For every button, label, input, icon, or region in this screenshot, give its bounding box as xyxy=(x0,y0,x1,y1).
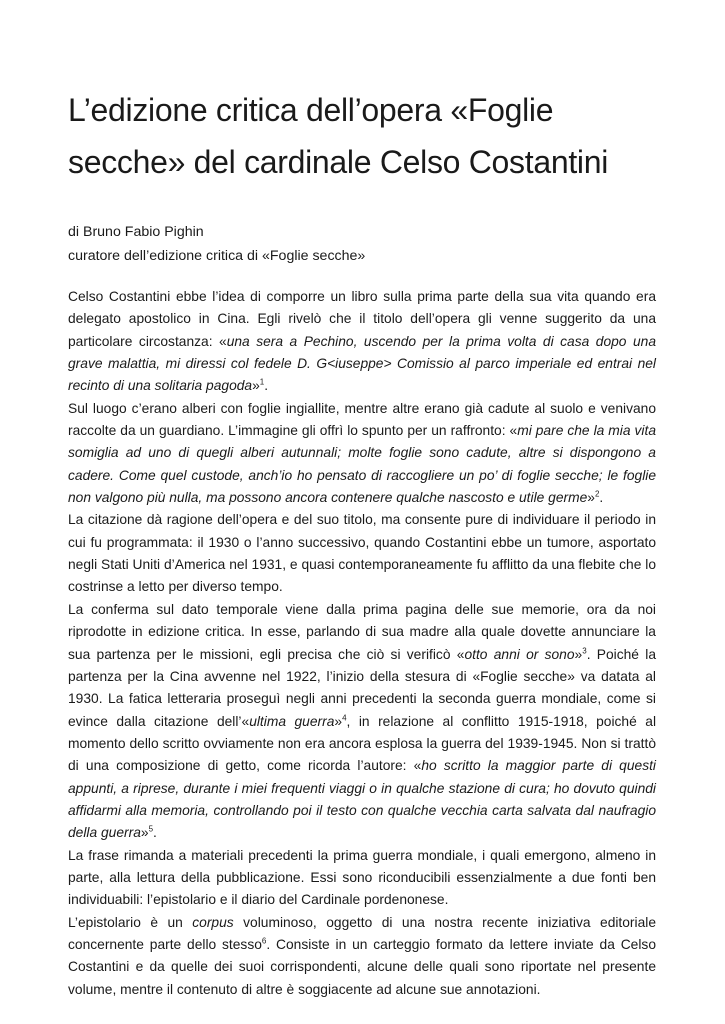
quotation: una sera a Pechino, uscendo per la prima volta di casa dopo una grave malattia, mi diressi col fedele D. G<iuseppe> Comissio al parco imperiale ed entrai nel recinto di una solitaria pagoda xyxy=(68,333,656,394)
paragraph-2: Sul luogo c’erano alberi con foglie ingiallite, mentre altre erano già cadute al suolo e venivano raccolte da un guardiano. L’immagine gli offrì lo spunto per un raffronto: «mi pare che la mia vita somiglia ad uno di quegli alberi autunnali; molte foglie sono cadute, altre si dispongono a cadere. Come quel custode, anch’io ho pensato di raccogliere un po’ di foglie secche; le foglie non valgono più nulla, ma possono ancora contenere qualche nascosto e utile germe»$^2$. xyxy=(68,400,656,506)
footnote-ref-6[interactable]: 6 xyxy=(261,936,267,946)
paragraph-6: L’epistolario è un corpus voluminoso, oggetto di una nostra recente iniziativa editoriale concernente parte dello stesso$^6$. Consiste in un carteggio formato da lettere inviate da Celso Costantini e da quelle dei suoi corrispondenti, alcune delle quali sono riportate nel presente volume, mentre il contenuto di altre è soggiacente ad alcune sue annotazioni. xyxy=(68,914,657,997)
paragraph-1: Celso Costantini ebbe l’idea di comporre un libro sulla prima parte della sua vita quando era delegato apostolico in Cina. Egli rivelò che il titolo dell’opera gli venne suggerito da una particolare circostanza: «una sera a Pechino, uscendo per la prima volta di casa dopo una grave malattia, mi diressi col fedele D. G<iuseppe> Comissio al parco imperiale ed entrai nel recinto di una solitaria pagoda»$^1$. xyxy=(68,289,656,394)
italic-term: corpus xyxy=(192,914,234,930)
quotation: ho scritto la maggior parte di questi appunti, a riprese, durante i miei frequenti viaggi o in qualche stazione di cura; ho dovuto quindi affidarmi alla memoria, controllando poi il testo con qualche vecchia carta salvata dal naufragio della guerra xyxy=(68,758,656,841)
byline xyxy=(68,220,365,268)
quotation: otto anni or sono xyxy=(464,646,575,662)
paragraph-4: La conferma sul dato temporale viene dalla prima pagina delle sue memorie, ora da noi riprodotte in edizione critica. In esse, parlando di sua madre alla quale dovette annunciare la sua partenza per le missioni, egli precisa che ciò si verificò «otto anni or sono»$^3$. Poiché la partenza per la Cina avvenne nel 1922, l’inizio della stesura di «Foglie secche» va datata al 1930. La fatica letteraria proseguì negli anni precedenti la seconda guerra mondiale, come si evince dalla citazione dell’«ultima guerra»$^4$, in relazione al conflitto 1915-1918, poiché al momento dello scritto ovviamente non era ancora esplosa la guerra del 1939-1945. Non si trattò di una composizione di getto, come ricorda l’autore: «ho scritto la maggior parte di questi appunti, a riprese, durante i miei frequenti viaggi o in qualche stazione di cura; ho dovuto quindi affidarmi alla memoria, controllando poi il testo con qualche vecchia carta salvata dal naufragio della guerra»$^5$. xyxy=(68,601,657,841)
author-role-line: curatore dell’edizione critica di «Foglie secche» xyxy=(68,248,366,264)
paragraph-5: La frase rimanda a materiali precedenti la prima guerra mondiale, i quali emergono, almeno in parte, alla lettura della pubblicazione. Essi sono riconducibili essenzialmente a due fonti ben individuabili: l’epistolario e il diario del Cardinale pordenonese. xyxy=(68,847,656,908)
article-body xyxy=(68,286,656,1001)
page-title: L’edizione critica dell’opera «Foglie secche» del cardinale Celso Costantini xyxy=(68,92,609,180)
footnote-ref-1[interactable]: 1 xyxy=(259,377,265,387)
author-line: di Bruno Fabio Pighin xyxy=(68,224,204,240)
footnote-ref-4[interactable]: 4 xyxy=(342,712,347,722)
quotation: ultima guerra xyxy=(249,713,335,729)
footnote-ref-5[interactable]: 5 xyxy=(148,824,154,834)
quotation: mi pare che la mia vita somiglia ad uno di quegli alberi autunnali; molte foglie sono cadute, altre si dispongono a cadere. Come quel custode, anch’io ho pensato di raccogliere un po’ di foglie secche; le foglie non valgono più nulla, ma possono ancora contenere qualche nascosto e utile germe xyxy=(68,423,656,506)
paragraph-3: La citazione dà ragione dell’opera e del suo titolo, ma consente pure di individuare il periodo in cui fu programmata: il 1930 o l’anno successivo, quando Costantini ebbe un tumore, asportato negli Stati Uniti d’America nel 1931, e quasi contemporaneamente fu afflitto da una flebite che lo costrinse a letto per diverso tempo. xyxy=(68,512,656,595)
footnote-ref-3[interactable]: 3 xyxy=(582,645,587,655)
footnote-ref-2[interactable]: 2 xyxy=(594,489,600,499)
